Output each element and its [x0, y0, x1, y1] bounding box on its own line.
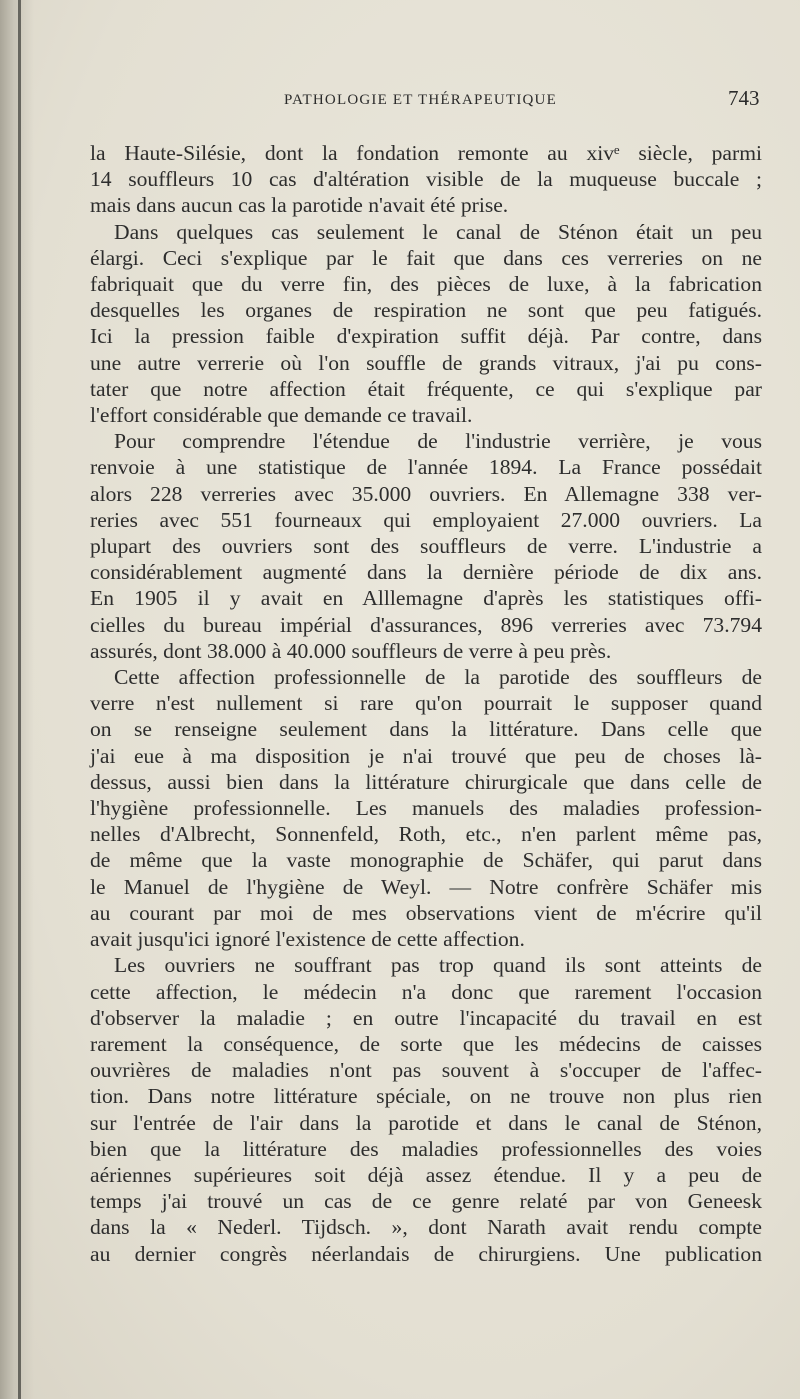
page-number: 743 [728, 86, 760, 110]
text-line: élargi. Ceci s'explique par le fait que dans ces verreries on ne [90, 245, 762, 270]
text-line: Dans quelques cas seulement le canal de Sténon était un peu [114, 219, 762, 244]
text-line: alors 228 verreries avec 35.000 ouvriers. En Allemagne 338 ver- [90, 481, 762, 506]
running-header: PATHOLOGIE ET THÉRAPEUTIQUE [284, 92, 557, 108]
text-line: tater que notre affection était fréquente, ce qui s'explique par [90, 376, 762, 401]
text-line: d'observer la maladie ; en outre l'incapacité du travail en est [90, 1005, 762, 1030]
text-line: reries avec 551 fourneaux qui employaient 27.000 ouvriers. La [90, 507, 762, 532]
binding-shadow [0, 0, 34, 1399]
text-line: nelles d'Albrecht, Sonnenfeld, Roth, etc., n'en parlent même pas, [90, 822, 762, 847]
text-line: j'ai eue à ma disposition je n'ai trouvé que peu de choses là- [90, 743, 762, 768]
text-line: le Manuel de l'hygiène de Weyl. — Notre confrère Schäfer mis [90, 874, 762, 899]
text-line: temps j'ai trouvé un cas de ce genre relaté par von Geneesk [90, 1189, 762, 1214]
page-edge [18, 0, 21, 1399]
text-line: au dernier congrès néerlandais de chirurgiens. Une publication [90, 1241, 762, 1266]
text-line: au courant par moi de mes observations vient de m'écrire qu'il [90, 900, 762, 925]
text-line: assurés, dont 38.000 à 40.000 souffleurs de verre à peu près. [90, 638, 612, 663]
text-line: bien que la littérature des maladies professionnelles des voies [90, 1136, 762, 1161]
text-line: rarement la conséquence, de sorte que les médecins de caisses [90, 1031, 762, 1056]
text-line: l'hygiène professionnelle. Les manuels des maladies profession- [90, 796, 762, 821]
text-line: une autre verrerie où l'on souffle de grands vitraux, j'ai pu cons- [90, 350, 762, 375]
text-line: Ici la pression faible d'expiration suffit déjà. Par contre, dans [90, 324, 762, 349]
text-line: plupart des ouvriers sont des souffleurs de verre. L'industrie a [90, 534, 762, 559]
text-line: En 1905 il y avait en Alllemagne d'après les statistiques offi- [90, 586, 762, 611]
text-line: renvoie à une statistique de l'année 1894. La France possédait [90, 455, 762, 480]
text-line: de même que la vaste monographie de Schäfer, qui parut dans [90, 848, 762, 873]
text-line: fabriquait que du verre fin, des pièces de luxe, à la fabrication [90, 272, 762, 297]
text-line: aériennes supérieures soit déjà assez étendue. Il y a peu de [90, 1162, 762, 1187]
text-line: desquelles les organes de respiration ne sont que peu fatigués. [90, 298, 762, 323]
text-line: on se renseigne seulement dans la littérature. Dans celle que [90, 717, 762, 742]
text-line: Cette affection professionnelle de la parotide des souffleurs de [114, 665, 762, 690]
text-line: dans la « Nederl. Tijdsch. », dont Narath avait rendu compte [90, 1215, 762, 1240]
text-line: 14 souffleurs 10 cas d'altération visible de la muqueuse buccale ; [90, 167, 762, 192]
text-line: considérablement augmenté dans la dernière période de dix ans. [90, 560, 762, 585]
text-line: cette affection, le médecin n'a donc que rarement l'occasion [90, 979, 762, 1004]
text-line: la Haute-Silésie, dont la fondation remonte au xivᵉ siècle, parmi [90, 141, 762, 165]
text-line: avait jusqu'ici ignoré l'existence de cette affection. [90, 927, 525, 952]
text-line: sur l'entrée de l'air dans la parotide et dans le canal de Sténon, [90, 1110, 762, 1135]
text-line: tion. Dans notre littérature spéciale, on ne trouve non plus rien [90, 1084, 762, 1109]
text-line: mais dans aucun cas la parotide n'avait été prise. [90, 193, 509, 218]
body-text [90, 140, 762, 1267]
text-line: Pour comprendre l'étendue de l'industrie verrière, je vous [114, 429, 762, 454]
text-line: dessus, aussi bien dans la littérature chirurgicale que dans celle de [90, 769, 762, 794]
text-line: verre n'est nullement si rare qu'on pourrait le supposer quand [90, 691, 762, 716]
text-line: ouvrières de maladies n'ont pas souvent à s'occuper de l'affec- [90, 1058, 762, 1083]
text-line: cielles du bureau impérial d'assurances, 896 verreries avec 73.794 [90, 612, 762, 637]
text-line: l'effort considérable que demande ce travail. [90, 403, 473, 428]
text-line: Les ouvriers ne souffrant pas trop quand ils sont atteints de [114, 953, 762, 978]
